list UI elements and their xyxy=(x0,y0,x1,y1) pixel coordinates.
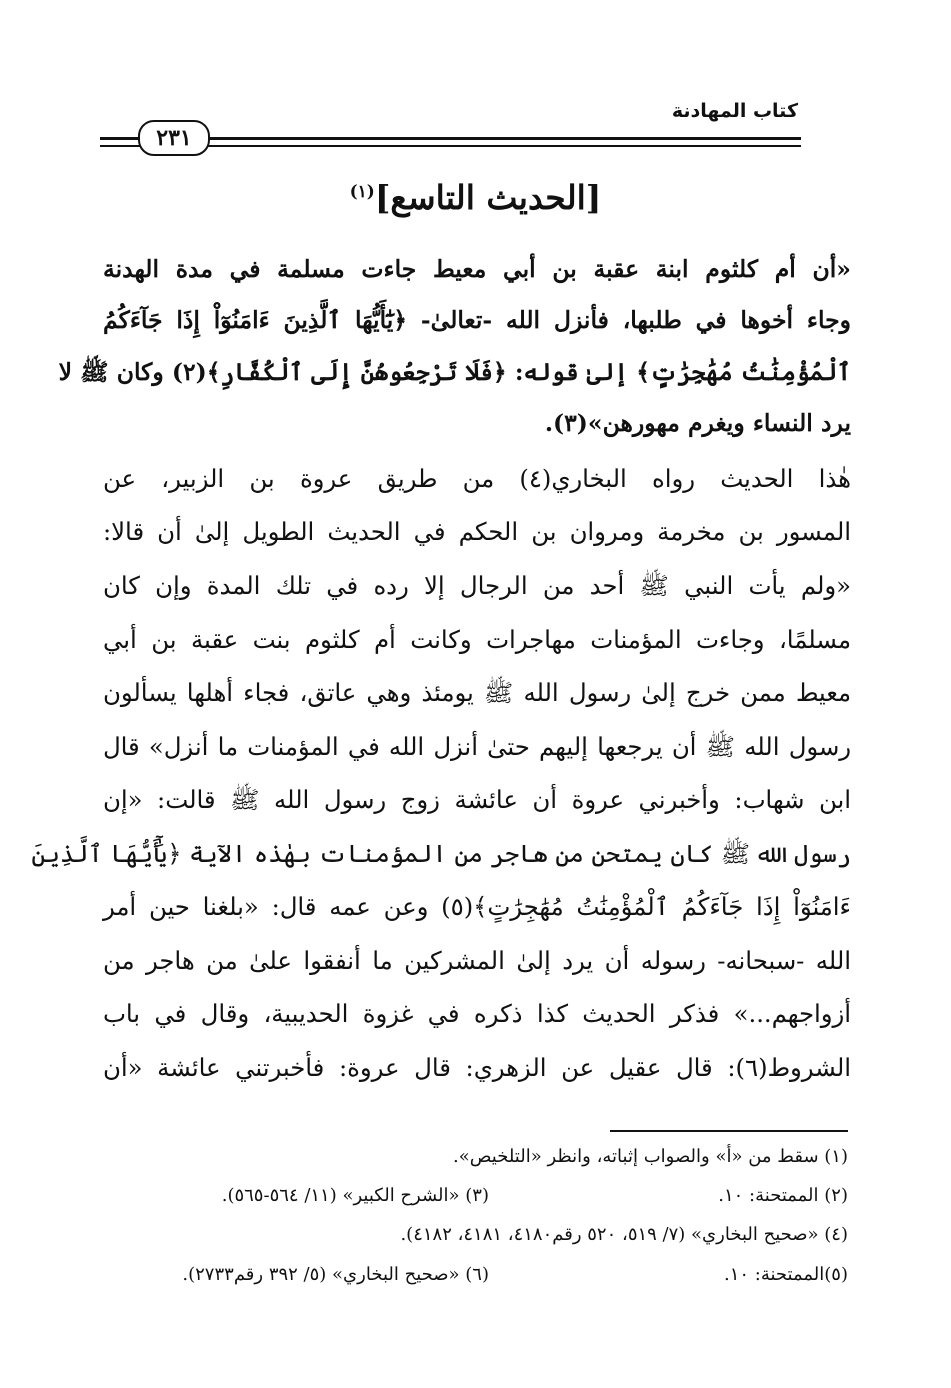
body-line: رسول الله ﷺ أن يرجعها إليهم حتىٰ أنزل الله في المؤمنات ما أنزل» قال xyxy=(103,732,851,761)
section-heading xyxy=(100,178,851,217)
footnote-3: (٣) «الشرح الكبير» (١١/ ٥٦٤-٥٦٥). xyxy=(221,1185,489,1206)
body-line: رسول الله ﷺ كان يمتحن من هاجر من المؤمنات بهٰذه الآية ﴿يَٰٓأَيُّهَا ٱلَّذِينَ xyxy=(31,839,851,868)
footnote-5: (٥)الممتحنة: ١٠. xyxy=(723,1264,848,1285)
footnote-2: (٢) الممتحنة: ١٠. xyxy=(718,1185,848,1206)
running-header-title: كتاب المهادنة xyxy=(671,100,798,122)
heading-text: [الحديث التاسع] xyxy=(374,178,602,217)
body-line: الشروط(٦): قال عقيل عن الزهري: قال عروة: فأخبرتني عائشة «أن xyxy=(103,1053,851,1082)
page-number: ٢٣١ xyxy=(138,120,210,156)
hadith-line: يرد النساء ويغرم مهورهن»(٣). xyxy=(544,409,851,437)
body-line: معيط ممن خرج إلىٰ رسول الله ﷺ يومئذ وهي عاتق، فجاء أهلها يسألون xyxy=(103,678,851,707)
body-line: الله -سبحانه- رسوله أن يرد إلىٰ المشركين ما أنفقوا علىٰ من هاجر من xyxy=(103,946,851,975)
heading-footnote-ref: (١) xyxy=(349,182,375,202)
body-line: هٰذا الحديث رواه البخاري(٤) من طريق عروة بن الزبير، عن xyxy=(103,464,851,493)
footnote-rule xyxy=(610,1130,848,1132)
footnote-1: (١) سقط من «أ» والصواب إثباته، وانظر «التلخيص». xyxy=(453,1146,848,1167)
body-line: ابن شهاب: وأخبرني عروة أن عائشة زوج رسول الله ﷺ قالت: «إن xyxy=(103,785,851,814)
body-line: أزواجهم...» فذكر الحديث كذا ذكره في غزوة الحديبية، وقال في باب xyxy=(103,999,851,1028)
body-line: مسلمًا، وجاءت المؤمنات مهاجرات وكانت أم كلثوم بنت عقبة بن أبي xyxy=(103,625,851,654)
hadith-line: وجاء أخوها في طلبها، فأنزل الله -تعالىٰ- ﴿يَٰٓأَيُّهَا ٱلَّذِينَ ءَامَنُوٓاْ إِذَا جَآءَكُمُ xyxy=(103,306,851,334)
footnote-4: (٤) «صحيح البخاري» (٧/ ٥١٩، ٥٢٠ رقم٤١٨٠، ٤١٨١، ٤١٨٢). xyxy=(400,1224,848,1245)
hadith-line: ٱلْمُؤْمِنَٰتُ مُهَٰجِرَٰتٍ﴾ إلىٰ قوله: ﴿فَلَا تَرْجِعُوهُنَّ إِلَى ٱلْكُفَّارِ﴾(٢) وكان ﷺ لا xyxy=(58,358,851,386)
body-line: ءَامَنُوٓاْ إِذَا جَآءَكُمُ ٱلْمُؤْمِنَٰتُ مُهَٰجِرَٰتٍ﴾(٥) وعن عمه قال: «بلغنا حين أمر xyxy=(103,892,851,921)
footnote-6: (٦) «صحيح البخاري» (٥/ ٣٩٢ رقم٢٧٣٣). xyxy=(182,1264,489,1285)
body-line: «ولم يأت النبي ﷺ أحد من الرجال إلا رده في تلك المدة وإن كان xyxy=(103,571,851,600)
hadith-line: «أن أم كلثوم ابنة عقبة بن أبي معيط جاءت مسلمة في مدة الهدنة xyxy=(103,255,851,283)
body-line: المسور بن مخرمة ومروان بن الحكم في الحديث الطويل إلىٰ أن قالا: xyxy=(103,517,851,546)
